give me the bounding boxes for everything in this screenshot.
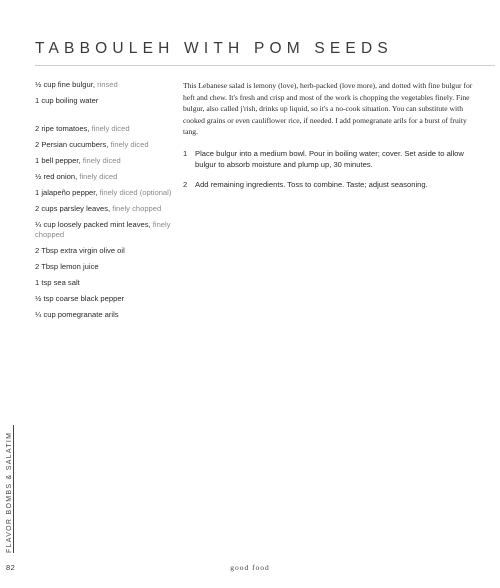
ingredient-item xyxy=(35,310,180,321)
step-number: 1 xyxy=(183,149,188,158)
step-number: 2 xyxy=(183,180,188,189)
page-number: 82 xyxy=(6,563,16,572)
ingredient-item xyxy=(35,172,180,183)
ingredient-main: ¼ cup loosely packed mint leaves, xyxy=(35,219,151,229)
ingredient-item xyxy=(35,262,180,273)
step-text: Add remaining ingredients. Toss to combine. Taste; adjust seasoning. xyxy=(195,180,428,189)
ingredient-item xyxy=(35,140,180,151)
ingredient-main: 2 Tbsp lemon juice xyxy=(35,262,99,271)
ingredient-note: finely chopped xyxy=(110,203,162,213)
ingredient-main: 2 Tbsp extra virgin olive oil xyxy=(35,246,125,255)
ingredient-main: 1 tsp sea salt xyxy=(35,278,80,287)
ingredient-item xyxy=(35,124,180,135)
ingredient-list xyxy=(35,80,180,321)
ingredient-item xyxy=(35,204,180,215)
ingredient-main: 1 cup boiling water xyxy=(35,96,99,105)
recipe-step xyxy=(183,179,483,190)
recipe-step xyxy=(183,148,483,170)
title-divider xyxy=(35,65,495,66)
side-divider xyxy=(13,425,14,553)
recipe-steps xyxy=(183,148,483,190)
recipe-intro: This Lebanese salad is lemony (love), herb-packed (love more), and dotted with fine bulgur for heft and chew. It's fresh and crisp and most of the work is chopping the vegetables finely. Fine bulgur, also called j'rish, drinks up liquid, so it's a no-cook situation. You can substitute with cooked grains or even cauliflower rice, if needed. I add pomegranate arils for a burst of fruity tang. xyxy=(183,81,473,137)
ingredient-main: 1 bell pepper, xyxy=(35,155,81,165)
ingredient-note: finely diced xyxy=(80,155,121,165)
ingredient-note: finely diced xyxy=(108,139,149,149)
step-text: Place bulgur into a medium bowl. Pour in boiling water; cover. Set aside to allow bulgur to absorb moisture and plump up, 30 minutes. xyxy=(195,149,464,169)
ingredient-main: 2 Persian cucumbers, xyxy=(35,139,109,149)
ingredient-main: 2 cups parsley leaves, xyxy=(35,203,111,213)
ingredient-item xyxy=(35,278,180,289)
ingredient-main: ¼ cup pomegranate arils xyxy=(35,310,119,319)
ingredient-main: ½ red onion, xyxy=(35,171,78,181)
ingredient-note: finely chopped xyxy=(35,219,171,239)
ingredient-main: ½ tsp coarse black pepper xyxy=(35,294,125,303)
ingredient-item xyxy=(35,96,180,107)
ingredient-item xyxy=(35,220,180,241)
ingredient-main: 1 jalapeño pepper, xyxy=(35,187,98,197)
ingredient-main: ½ cup fine bulgur, xyxy=(35,80,95,89)
ingredient-item xyxy=(35,188,180,199)
recipe-title: TABBOULEH WITH POM SEEDS xyxy=(35,40,393,57)
ingredient-item xyxy=(35,156,180,167)
book-footer: good food xyxy=(230,563,270,572)
ingredient-item xyxy=(35,80,180,91)
ingredient-item xyxy=(35,294,180,305)
ingredient-note: finely diced (optional) xyxy=(97,187,172,197)
ingredient-main: 2 ripe tomatoes, xyxy=(35,123,90,133)
ingredient-note: rinsed xyxy=(94,80,118,89)
ingredient-item xyxy=(35,246,180,257)
ingredient-note: finely diced xyxy=(89,123,130,133)
ingredient-note: finely diced xyxy=(77,171,118,181)
chapter-label: FLAVOR BOMBS & SALATIM xyxy=(6,431,13,553)
